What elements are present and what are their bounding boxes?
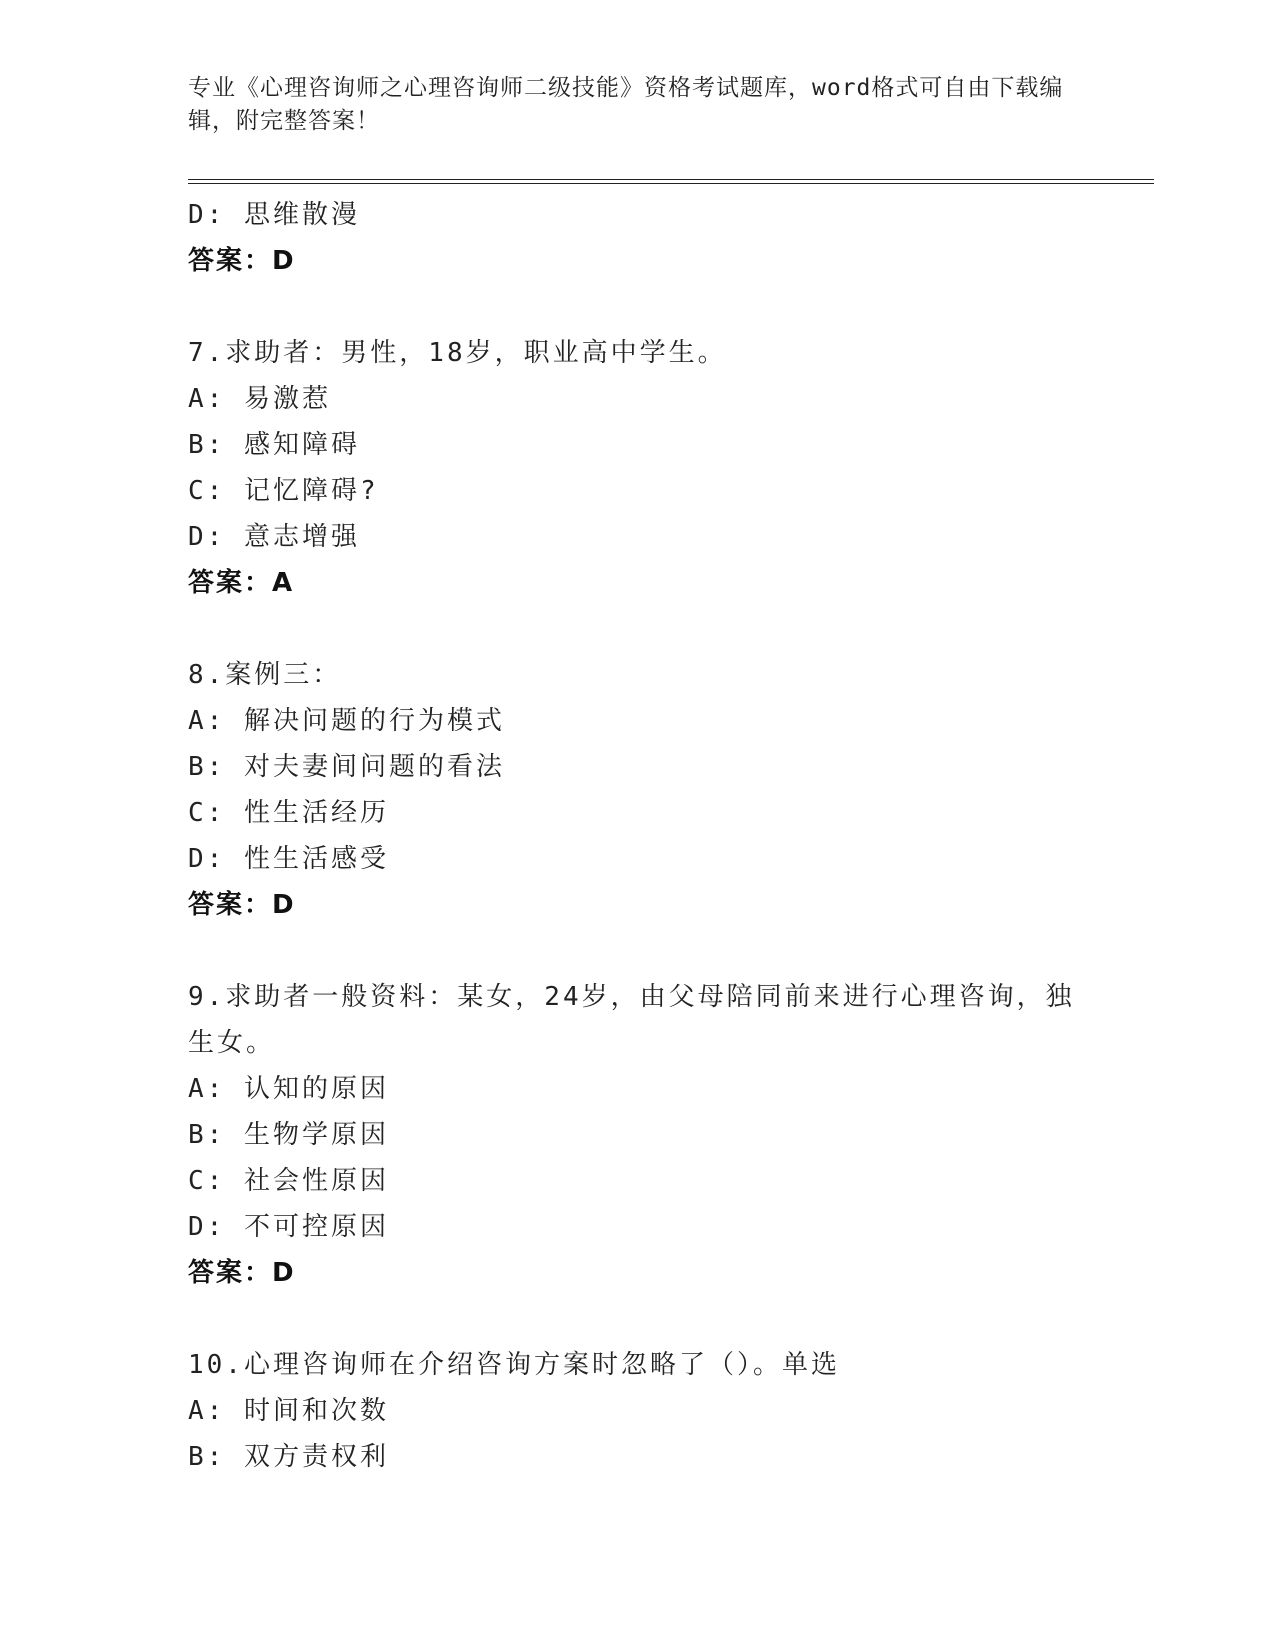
header-rule-bottom (188, 183, 1154, 184)
question-8 (188, 652, 1088, 928)
option-b: B: 感知障碍 (188, 430, 360, 460)
option-a: A: 时间和次数 (188, 1396, 389, 1426)
question-list (188, 192, 1088, 1480)
question-title: 9.求助者一般资料：某女，24岁，由父母陪同前来进行心理咨询，独生女。 (188, 982, 1075, 1058)
option-a: A: 易激惹 (188, 384, 331, 414)
question-title: 7.求助者：男性，18岁，职业高中学生。 (188, 338, 727, 368)
option-c: C: 性生活经历 (188, 798, 389, 828)
option-a: A: 认知的原因 (188, 1074, 389, 1104)
option-b: B: 生物学原因 (188, 1120, 389, 1150)
option-d: D: 意志增强 (188, 522, 360, 552)
question-9 (188, 974, 1088, 1296)
question-title: 10.心理咨询师在介绍咨询方案时忽略了（）。单选 (188, 1350, 840, 1380)
answer-line: 答案：A (188, 568, 295, 598)
answer-line: 答案：D (188, 890, 296, 920)
answer-line: 答案：D (188, 246, 296, 276)
header-rule-top (188, 179, 1154, 180)
document-header: 专业《心理咨询师之心理咨询师二级技能》资格考试题库，word格式可自由下载编辑，附完整答案！ (188, 75, 1064, 134)
option-a: A: 解决问题的行为模式 (188, 706, 505, 736)
option-d: D: 性生活感受 (188, 844, 389, 874)
option-d: D: 不可控原因 (188, 1212, 389, 1242)
question-10 (188, 1342, 1088, 1480)
answer-line: 答案：D (188, 1258, 296, 1288)
option-c: C: 社会性原因 (188, 1166, 389, 1196)
option-c: C: 记忆障碍? (188, 476, 379, 506)
option-b: B: 双方责权利 (188, 1442, 389, 1472)
option-b: B: 对夫妻间问题的看法 (188, 752, 505, 782)
option-d: D: 思维散漫 (188, 200, 360, 230)
question-title: 8.案例三： (188, 660, 342, 690)
question-7 (188, 330, 1088, 606)
